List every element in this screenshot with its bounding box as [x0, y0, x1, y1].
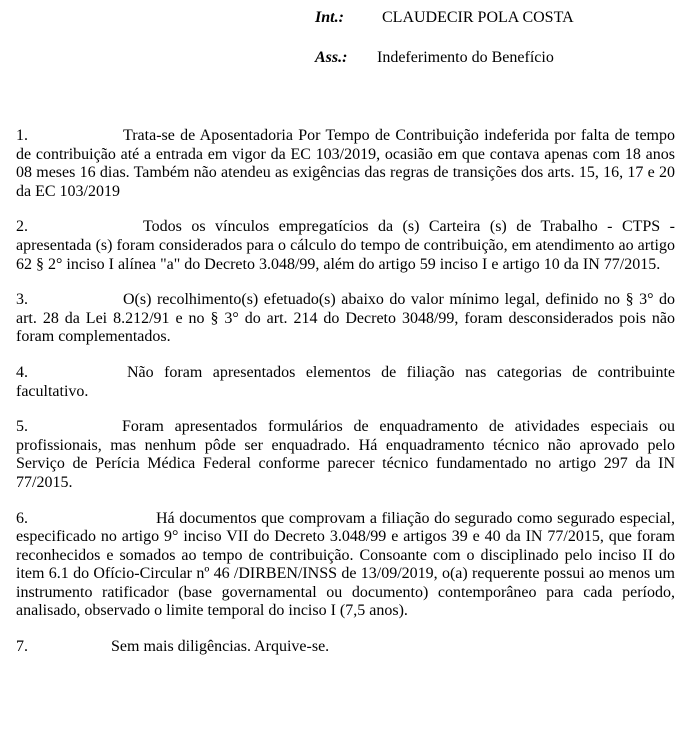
- decision-items: [16, 127, 675, 657]
- item-text: Foram apresentados formulários de enquadramento de atividades especiais ou profissionais, mas nenhum pôde ser enquadrado. Há enquadramento técnico não aprovado pelo Serviço de Perícia Médica Federal conforme parecer técnico fundamentado no artigo 297 da IN 77/2015.: [16, 418, 675, 491]
- list-item: [16, 364, 675, 401]
- list-item: [16, 291, 675, 347]
- list-item: [16, 127, 675, 201]
- interested-label: Int.:: [315, 9, 344, 26]
- list-item: [16, 418, 675, 492]
- subject-value: Indeferimento do Benefício: [377, 49, 554, 66]
- item-number: 3.: [16, 291, 28, 309]
- item-number: 1.: [16, 127, 28, 144]
- interested-name: CLAUDECIR POLA COSTA: [382, 9, 574, 26]
- item-number: 7.: [16, 638, 28, 656]
- item-text: Todos os vínculos empregatícios da (s) Carteira (s) de Trabalho - CTPS - apresentada (s) foram considerados para o cálculo do tempo de contribuição, em atendimento ao artigo 62 § 2° inciso I alínea "a" do Decreto 3.048/99, além do artigo 59 inciso I e artigo 10 da IN 77/2015.: [16, 218, 675, 273]
- item-number: 6.: [16, 509, 28, 527]
- list-item: [16, 218, 675, 274]
- list-item: [16, 510, 675, 622]
- item-text: O(s) recolhimento(s) efetuado(s) abaixo do valor mínimo legal, definido no § 3° do art. 28 da Lei 8.212/91 e no § 3° do art. 214 do Decreto 3048/99, foram desconsiderados pois não foram complementados.: [16, 291, 675, 346]
- item-text: Não foram apresentados elementos de filiação nas categorias de contribuinte facultativo.: [16, 363, 675, 400]
- item-text: Trata-se de Aposentadoria Por Tempo de Contribuição indeferida por falta de tempo de contribuição até a entrada em vigor da EC 103/2019, ocasião em que contava apenas com 18 anos 08 meses 16 dias. Também não atendeu as exigências das regras de transições dos arts. 15, 16, 17 e 20 da EC 103/2019: [16, 127, 675, 200]
- item-number: 4.: [16, 363, 28, 381]
- item-number: 2.: [16, 218, 28, 236]
- subject-label: Ass.:: [315, 49, 348, 66]
- list-item: [16, 638, 675, 657]
- item-text: Há documentos que comprovam a filiação do segurado como segurado especial, especificado no artigo 9° inciso VII do Decreto 3.048/99 e artigos 39 e 40 da IN 77/2015, que foram reconhecidos e somados ao tempo de contribuição. Consoante com o disciplinado pelo inciso II do item 6.1 do Ofício-Circular nº 46 /DIRBEN/INSS de 13/09/2019, o(a) requerente possui ao menos um instrumento ratificador (base governamental ou documento) contemporâneo para cada período, analisado, observado o limite temporal do inciso I (7,5 anos).: [16, 509, 675, 620]
- item-text: Sem mais diligências. Arquive-se.: [111, 638, 330, 656]
- item-number: 5.: [16, 418, 28, 436]
